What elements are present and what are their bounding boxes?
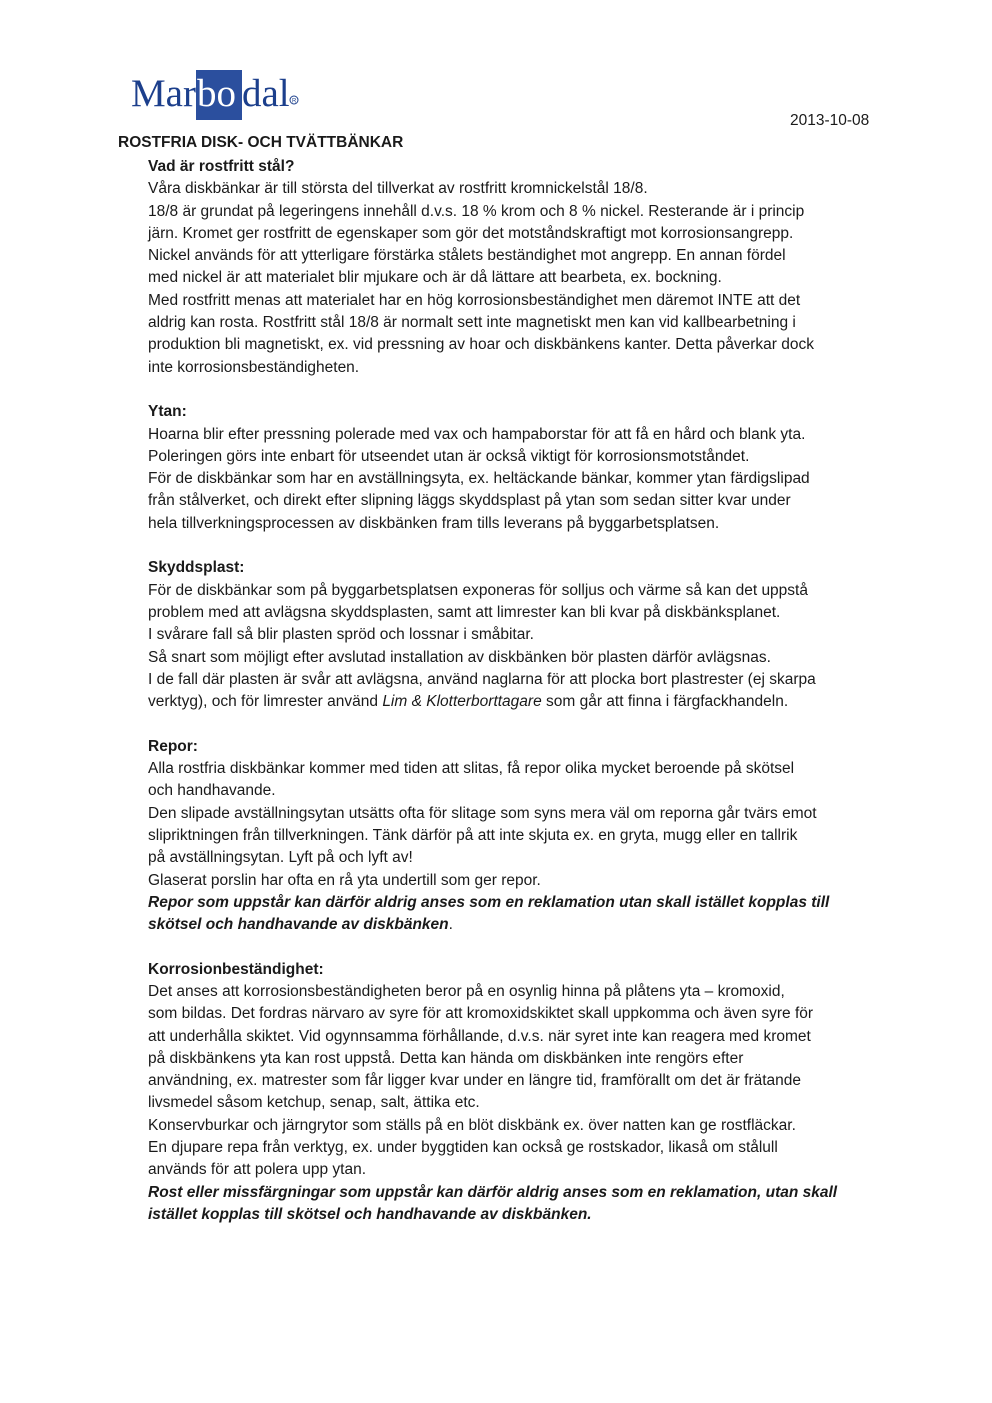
- text-line: aldrig kan rosta. Rostfritt stål 18/8 är normalt sett inte magnetiskt men kan vid kallbearbetning i: [148, 314, 796, 332]
- text-line: Poleringen görs inte enbart för utseendet utan är också viktigt för korrosionsmotståndet.: [148, 447, 750, 465]
- document-body: [148, 156, 888, 1226]
- text-line: på diskbänkens yta kan rost uppstå. Detta kan hända om diskbänken inte rengörs efter: [148, 1049, 744, 1067]
- section-heading-skyddsplast: Skyddsplast:: [148, 559, 245, 577]
- text-line: Alla rostfria diskbänkar kommer med tiden att slitas, få repor olika mycket beroende på skötsel: [148, 760, 795, 778]
- text-line: livsmedel såsom ketchup, senap, salt, ättika etc.: [148, 1094, 480, 1112]
- document-date: 2013-10-08: [790, 112, 870, 129]
- section-heading-repor: Repor:: [148, 737, 198, 755]
- svg-text:dal: dal: [242, 72, 290, 115]
- section-heading-intro: Vad är rostfritt stål?: [148, 158, 295, 175]
- emphasis-line: Repor som uppstår kan därför aldrig anses som en reklamation utan skall istället kopplas till: [148, 893, 830, 911]
- svg-text:bo: bo: [197, 72, 236, 115]
- emphasis-line: [148, 914, 888, 936]
- text-line: I svårare fall så blir plasten spröd och lossnar i småbitar.: [148, 626, 534, 644]
- text-line: Våra diskbänkar är till största del tillverkat av rostfritt kromnickelstål 18/8.: [148, 180, 648, 198]
- text-line: produktion bli magnetiskt, ex. vid pressning av hoar och diskbänkens kanter. Detta påverkar dock: [148, 336, 815, 354]
- document-title: ROSTFRIA DISK- OCH TVÄTTBÄNKAR: [118, 134, 404, 151]
- paragraph-gap: [148, 535, 888, 557]
- marbodal-logo: [130, 68, 302, 122]
- text-line: på avställningsytan. Lyft på och lyft av!: [148, 849, 413, 867]
- text-line: inte korrosionsbeständigheten.: [148, 358, 360, 376]
- text-line: Det anses att korrosionsbeständigheten beror på en osynlig hinna på plåtens yta – kromoxid,: [148, 982, 785, 1000]
- text-line: Den slipade avställningsytan utsätts ofta för slitage som syns mera väl om reporna går tvärs emot: [148, 804, 817, 822]
- text-run: som går att finna i färgfackhandeln.: [541, 693, 789, 711]
- text-line: Nickel används för att ytterligare förstärka stålets beständighet mot angrepp. En annan fördel: [148, 247, 786, 265]
- section-heading-ytan: Ytan:: [148, 403, 187, 421]
- text-line: med nickel är att materialet blir mjukare och är då lättare att bearbeta, ex. bockning.: [148, 269, 722, 287]
- section-heading-korrosion: Korrosionbeständighet:: [148, 960, 324, 978]
- text-line: användning, ex. matrester som får ligger kvar under en längre tid, framförallt om det är frätande: [148, 1072, 802, 1090]
- product-name: Lim & Klotterborttagare: [382, 693, 542, 711]
- text-line: En djupare repa från verktyg, ex. under byggtiden kan också ge rostskador, likaså om stålull: [148, 1139, 778, 1157]
- svg-text:Mar: Mar: [131, 72, 196, 115]
- text-run: .: [448, 916, 453, 934]
- text-line: Konservburkar och järngrytor som ställs på en blöt diskbänk ex. över natten kan ge rostfläckar.: [148, 1116, 796, 1134]
- text-line: från stålverket, och direkt efter slipning läggs skyddsplast på ytan som sedan sitter kvar under: [148, 492, 791, 510]
- paragraph-gap: [148, 936, 888, 958]
- text-line: slipriktningen från tillverkningen. Tänk därför på att inte skjuta ex. en gryta, mugg eller en tallrik: [148, 826, 798, 844]
- text-line: I de fall där plasten är svår att avlägsna, använd naglarna för att plocka bort plastrester (ej skarpa: [148, 670, 816, 688]
- text-run: verktyg), och för limrester använd: [148, 693, 383, 711]
- text-line: För de diskbänkar som på byggarbetsplatsen exponeras för solljus och värme så kan det uppstå: [148, 581, 808, 599]
- text-line: hela tillverkningsprocessen av diskbänken fram tills leverans på byggarbetsplatsen.: [148, 514, 720, 532]
- text-run: skötsel och handhavande av diskbänken: [148, 916, 449, 934]
- emphasis-line: Rost eller missfärgningar som uppstår kan därför aldrig anses som en reklamation, utan skall: [148, 1183, 838, 1201]
- paragraph-gap: [148, 713, 888, 735]
- text-line: används för att polera upp ytan.: [148, 1161, 367, 1179]
- text-line: För de diskbänkar som har en avställningsyta, ex. heltäckande bänkar, kommer ytan färdigslipad: [148, 470, 810, 488]
- text-line: Så snart som möjligt efter avslutad installation av diskbänken bör plasten därför avlägsnas.: [148, 648, 771, 666]
- text-line: Hoarna blir efter pressning polerade med vax och hampaborstar för att få en hård och blank yta.: [148, 425, 806, 443]
- text-line: Med rostfritt menas att materialet har en hög korrosionsbeständighet men däremot INTE att det: [148, 291, 801, 309]
- text-line: [148, 691, 888, 713]
- text-line: som bildas. Det fordras närvaro av syre för att kromoxidskiktet skall uppkomma och även syre för: [148, 1005, 814, 1023]
- svg-text:R: R: [292, 98, 297, 105]
- text-line: Glaserat porslin har ofta en rå yta undertill som ger repor.: [148, 871, 541, 889]
- paragraph-gap: [148, 379, 888, 401]
- text-line: och handhavande.: [148, 782, 276, 800]
- text-line: problem med att avlägsna skyddsplasten, samt att limrester kan bli kvar på diskbänksplanet.: [148, 603, 781, 621]
- text-line: 18/8 är grundat på legeringens innehåll d.v.s. 18 % krom och 8 % nickel. Resterande är i princip: [148, 202, 805, 220]
- text-line: järn. Kromet ger rostfritt de egenskaper som gör det motståndskraftigt mot korrosionsangrepp.: [148, 224, 794, 242]
- emphasis-line: istället kopplas till skötsel och handhavande av diskbänken.: [148, 1205, 592, 1223]
- text-line: att underhålla skiktet. Vid ogynnsamma förhållande, d.v.s. när syret inte kan reagera med kromet: [148, 1027, 811, 1045]
